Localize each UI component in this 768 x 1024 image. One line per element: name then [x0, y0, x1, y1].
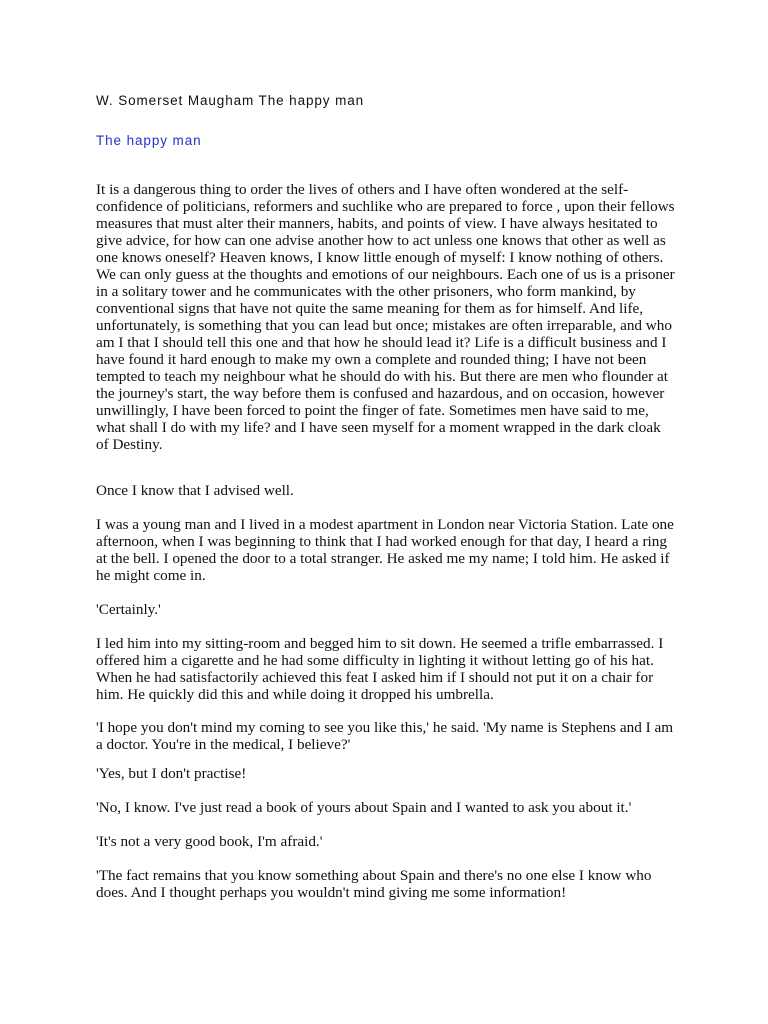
paragraph: 'I hope you don't mind my coming to see you like this,' he said. 'My name is Stephens and I am a doctor. You're in the medical, I believe?' [96, 719, 674, 753]
document-header: W. Somerset Maugham The happy man [96, 93, 365, 108]
paragraph: I was a young man and I lived in a modest apartment in London near Victoria Station. Late one afternoon, when I was beginning to think that I had worked enough for that day, I heard a ring at the bell. I opened the door to a total stranger. He asked me my name; I told him. He asked if he might come in. [96, 516, 674, 584]
paragraph: 'It's not a very good book, I'm afraid.' [96, 833, 323, 850]
story-title: The happy man [96, 133, 202, 148]
paragraph: 'Certainly.' [96, 601, 161, 618]
paragraph: 'Yes, but I don't practise! [96, 765, 247, 782]
paragraph: 'No, I know. I've just read a book of yours about Spain and I wanted to ask you about it.' [96, 799, 632, 816]
paragraph: Once I know that I advised well. [96, 482, 294, 499]
paragraph: 'The fact remains that you know something about Spain and there's no one else I know who does. And I thought perhaps you wouldn't mind giving me some information! [96, 867, 652, 901]
paragraph-intro: It is a dangerous thing to order the lives of others and I have often wondered at the self-confidence of politicians, reformers and suchlike who are prepared to force , upon their fellows measures that must alter their manners, habits, and points of view. I have always hesitated to give advice, for how can one advise another how to act unless one knows that other as well as one knows oneself? Heaven knows, I know little enough of myself: I know nothing of others. We can only guess at the thoughts and emotions of our neighbours. Each one of us is a prisoner in a solitary tower and he communicates with the other prisoners, who form mankind, by conventional signs that have not quite the same meaning for them as for himself. And life, unfortunately, is something that you can lead but once; mistakes are often irreparable, and who am I that I should tell this one and that how he should lead it? Life is a difficult business and I have found it hard enough to make my own a complete and rounded thing; I have not been tempted to teach my neighbour what he should do with his. But there are men who flounder at the journey's start, the way before them is confused and hazardous, and on occasion, however unwillingly, I have been forced to point the finger of fate. Sometimes men have said to me, what shall I do with my life? and I have seen myself for a moment wrapped in the dark cloak of Destiny. [96, 181, 675, 453]
paragraph: I led him into my sitting-room and begged him to sit down. He seemed a trifle embarrassed. I offered him a cigarette and he had some difficulty in lighting it without letting go of his hat. When he had satisfactorily achieved this feat I asked him if I should not put it on a chair for him. He quickly did this and while doing it dropped his umbrella. [96, 635, 664, 703]
